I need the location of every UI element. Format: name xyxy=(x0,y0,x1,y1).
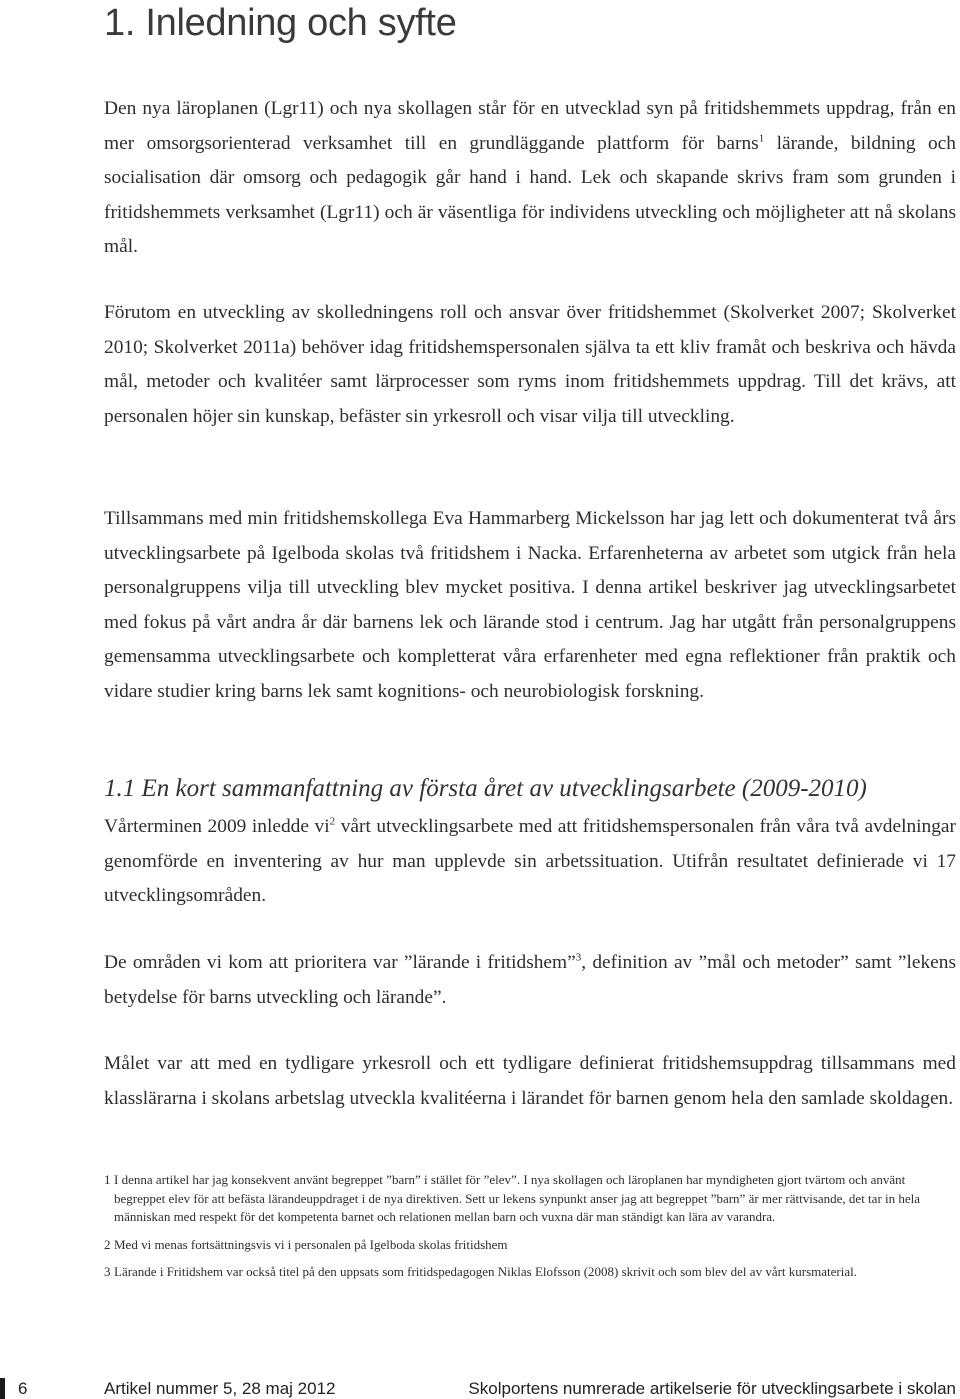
page-footer xyxy=(0,1378,960,1399)
paragraph-text: lärande, bildning och socialisation där omsorg och pedagogik går hand i hand. Lek och skapande skrivs fram som grunden i fritidshemmets verksamhet (Lgr11) och är väsentliga för individens utveckling och möjligheter att nå skolans mål. xyxy=(104,132,956,257)
footnote-number: 1 xyxy=(104,1172,111,1187)
footnote-number: 3 xyxy=(104,1264,111,1279)
footnote-text: I denna artikel har jag konsekvent använt begreppet ”barn” i stället för ”elev”. I nya skollagen och läroplanen har myndigheten gjort tvärtom och använt begreppet elev för att befästa lärandeuppdraget i de nya direktiven. Sett ur lekens synpunkt anser jag att begreppet ”barn” är mer rättvisande, det tar in hela människan med respekt för det kompetenta barnet och relationen mellan barn och vuxna där man ständigt kan lära av varandra. xyxy=(114,1172,921,1224)
footnote-1 xyxy=(104,1171,956,1227)
section-subheading: 1.1 En kort sammanfattning av första året av utvecklingsarbete (2009-2010) xyxy=(104,775,867,802)
footnote-ref-1[interactable]: 1 xyxy=(758,132,765,145)
footnote-ref-2[interactable]: 2 xyxy=(329,815,336,828)
paragraph-text: Förutom en utveckling av skolledningens roll och ansvar över fritidshemmet (Skolverket 2007; Skolverket 2010; Skolverket 2011a) behöver idag fritidshemspersonalen själva ta ett kliv framåt och beskriva och hävda mål, metoder och kvalitéer samt lärprocesser som ryms inom fritidshemmets uppdrag. Till det krävs, att personalen höjer sin kunskap, befäster sin yrkesroll och visar vilja till utveckling. xyxy=(104,302,956,427)
footnote-3 xyxy=(104,1263,956,1282)
intro-paragraph-3 xyxy=(104,502,956,709)
paragraph-text: Vårterminen 2009 inledde vi xyxy=(104,816,330,837)
footnotes xyxy=(104,1171,956,1291)
paragraph-text: Tillsammans med min fritidshemskollega Eva Hammarberg Mickelsson har jag lett och dokumenterat två års utvecklingsarbete på Igelboda skolas två fritidshem i Nacka. Erfarenheterna av arbetet som utgick från hela personalgruppens vilja till utveckling blev mycket positiva. I denna artikel beskriver jag utvecklingsarbetet med fokus på vårt andra år där barnens lek och lärande stod i centrum. Jag har utgått från personalgruppens gemensamma utvecklingsarbete och kompletterat våra erfarenheter med egna reflektioner från praktik och vidare studier kring barns lek samt kognitions- och neurobiologisk forskning. xyxy=(104,508,956,702)
intro-paragraph-1 xyxy=(104,92,956,265)
paragraph-text: De områden vi kom att prioritera var ”lärande i fritidshem” xyxy=(104,952,576,973)
page-title: 1. Inledning och syfte xyxy=(104,2,457,44)
paragraph-text: , definition av ”mål och metoder” samt ”lekens betydelse för barns utveckling och lärande”. xyxy=(104,952,956,1008)
footnote-text: Med vi menas fortsättningsvis vi i personalen på Igelboda skolas fritidshem xyxy=(114,1236,508,1252)
footnote-ref-3[interactable]: 3 xyxy=(575,951,582,964)
section-paragraph-1 xyxy=(104,810,956,914)
footnote-2 xyxy=(104,1236,956,1255)
paragraph-text: Målet var att med en tydligare yrkesroll och ett tydligare definierat fritidshemsuppdrag tillsammans med klasslärarna i skolans arbetslag utveckla kvalitéerna i lärandet för barnen genom hela den samlade skoldagen. xyxy=(104,1053,956,1109)
page-number: 6 xyxy=(18,1379,28,1398)
intro-paragraph-2 xyxy=(104,296,956,434)
series-label: Skolportens numrerade artikelserie för utvecklingsarbete i skolan xyxy=(468,1379,956,1398)
section-paragraph-3 xyxy=(104,1047,956,1116)
footer-marker-bar xyxy=(0,1378,5,1399)
section-paragraph-2 xyxy=(104,946,956,1015)
issue-label: Artikel nummer 5, 28 maj 2012 xyxy=(104,1379,336,1398)
paragraph-text: Den nya läroplanen (Lgr11) och nya skollagen står för en utvecklad syn på fritidshemmets uppdrag, från en mer omsorgsorienterad verksamhet till en grundläggande plattform för barns xyxy=(104,98,956,154)
footnote-text: Lärande i Fritidshem var också titel på den uppsats som fritidspedagogen Niklas Elofsson (2008) skrivit och som blev del av vårt kursmaterial. xyxy=(114,1264,857,1279)
footnote-number: 2 xyxy=(104,1236,111,1252)
paragraph-text: vårt utvecklingsarbete med att fritidshemspersonalen från våra två avdelningar genomförde en inventering av hur man upplevde sin arbetssituation. Utifrån resultatet definierade vi 17 utvecklingsområden. xyxy=(104,816,956,906)
